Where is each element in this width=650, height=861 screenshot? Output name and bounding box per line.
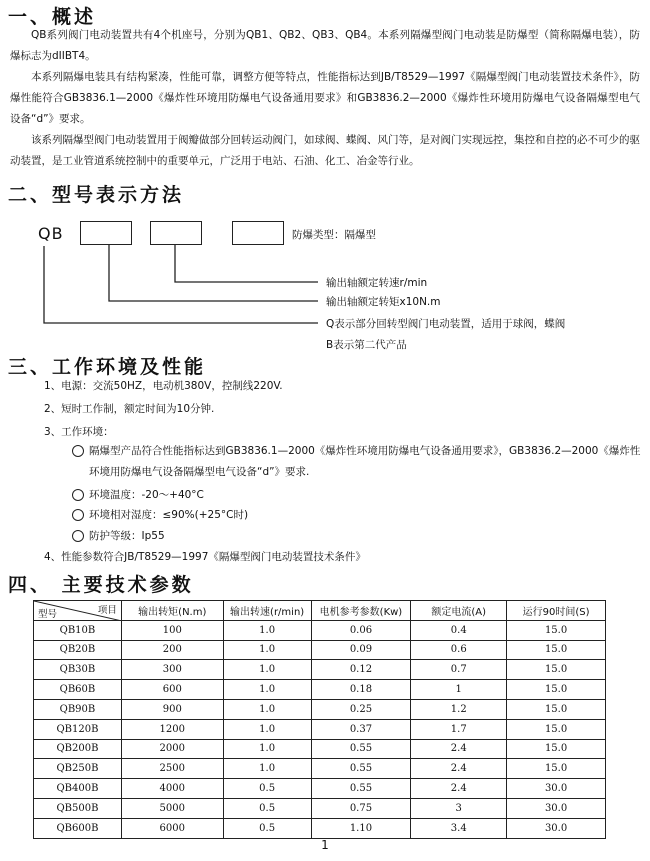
table-cell: 0.6 xyxy=(411,640,507,660)
overview-paragraph-2 xyxy=(10,67,640,130)
table-row xyxy=(34,640,606,660)
model-label-q: Q表示部分回转型阀门电动装置，适用于球阀，蝶阀 xyxy=(326,318,566,330)
table-cell: 0.12 xyxy=(311,660,411,680)
table-row xyxy=(34,798,606,818)
table-cell: 0.37 xyxy=(311,719,411,739)
table-header-item: 项目 xyxy=(97,605,117,616)
table-cell: 300 xyxy=(121,660,223,680)
table-row xyxy=(34,818,606,838)
env-bullet-humidity: 环境相对湿度：≤90%(+25°C时) xyxy=(89,509,249,521)
table-cell-model: QB500B xyxy=(34,798,122,818)
overview-p2-text: 本系列隔爆电装具有结构紧凑，性能可靠，调整方便等特点，性能指标达到JB/T8529—1997《隔爆型阀门电动装置技术条件》，防爆性能符合GB3836.1—2000《爆炸性环境用防爆电气设备通用要求》和GB3836.2—2000《爆炸性环境用防爆电气设备隔爆型电气设备“d”》要求。 xyxy=(10,71,640,125)
table-header-col: 运行90时间(S) xyxy=(507,601,606,621)
table-cell: 0.5 xyxy=(223,779,311,799)
tech-params-table xyxy=(33,600,606,839)
overview-paragraph-3 xyxy=(10,130,640,172)
bullet-icon xyxy=(72,530,84,542)
table-cell: 0.25 xyxy=(311,699,411,719)
table-cell: 1.0 xyxy=(223,640,311,660)
table-cell: 1.0 xyxy=(223,699,311,719)
table-header-diagonal-cell xyxy=(34,601,122,621)
table-cell: 0.4 xyxy=(411,620,507,640)
table-cell-model: QB30B xyxy=(34,660,122,680)
table-cell: 2.4 xyxy=(411,779,507,799)
model-label-b: B表示第二代产品 xyxy=(326,339,407,351)
table-row xyxy=(34,779,606,799)
bullet-icon xyxy=(72,445,84,457)
table-cell-model: QB60B xyxy=(34,680,122,700)
model-label-torque: 输出轴额定转矩x10N.m xyxy=(326,296,441,308)
table-cell: 100 xyxy=(121,620,223,640)
section-4-title: 四、 主要技术参数 xyxy=(8,574,194,596)
table-cell: 0.75 xyxy=(311,798,411,818)
table-row xyxy=(34,759,606,779)
table-cell: 0.55 xyxy=(311,779,411,799)
table-cell: 15.0 xyxy=(507,660,606,680)
table-header-model: 型号 xyxy=(38,608,58,620)
table-cell-model: QB10B xyxy=(34,620,122,640)
table-header-row xyxy=(34,601,606,621)
table-cell: 3 xyxy=(411,798,507,818)
table-cell: 2.4 xyxy=(411,759,507,779)
table-cell: 4000 xyxy=(121,779,223,799)
model-box-explosion-type xyxy=(232,221,284,245)
env-item-1: 1、电源：交流50HZ，电动机380V，控制线220V. xyxy=(44,380,283,392)
table-cell: 15.0 xyxy=(507,620,606,640)
table-cell: 2.4 xyxy=(411,739,507,759)
table-row xyxy=(34,699,606,719)
table-cell: 1.0 xyxy=(223,719,311,739)
table-cell: 1.10 xyxy=(311,818,411,838)
model-box-torque xyxy=(80,221,132,245)
table-cell: 30.0 xyxy=(507,779,606,799)
table-cell: 2000 xyxy=(121,739,223,759)
table-cell: 0.09 xyxy=(311,640,411,660)
env-bullet-temperature: 环境温度：-20～+40°C xyxy=(89,489,204,501)
bullet-icon xyxy=(72,509,84,521)
table-cell: 15.0 xyxy=(507,640,606,660)
table-cell: 2500 xyxy=(121,759,223,779)
env-item-2: 2、短时工作制，额定时间为10分钟. xyxy=(44,403,215,415)
section-1-title: 一、概述 xyxy=(8,6,97,28)
table-row xyxy=(34,739,606,759)
table-row xyxy=(34,620,606,640)
env-bullet-1-line-2: 环境用防爆电气设备隔爆型电气设备“d”》要求. xyxy=(89,466,310,478)
table-cell: 1.0 xyxy=(223,759,311,779)
table-cell: 1.0 xyxy=(223,680,311,700)
table-header-col: 输出转速(r/min) xyxy=(223,601,311,621)
env-item-3: 3、工作环境： xyxy=(44,426,114,438)
table-cell: 0.5 xyxy=(223,798,311,818)
bullet-icon xyxy=(72,489,84,501)
table-cell: 30.0 xyxy=(507,818,606,838)
table-cell: 1.0 xyxy=(223,660,311,680)
model-box-speed xyxy=(150,221,202,245)
env-item-4: 4、性能参数符合JB/T8529—1997《隔爆型阀门电动装置技术条件》 xyxy=(44,551,366,563)
table-header-col: 输出转矩(N.m) xyxy=(121,601,223,621)
table-cell: 900 xyxy=(121,699,223,719)
env-bullet-protection: 防护等级：Ip55 xyxy=(89,530,165,542)
table-cell: 6000 xyxy=(121,818,223,838)
page-number: 1 xyxy=(321,838,329,852)
table-cell: 0.55 xyxy=(311,759,411,779)
table-cell: 0.5 xyxy=(223,818,311,838)
table-header-col: 电机参考参数(Kw) xyxy=(311,601,411,621)
table-cell: 0.18 xyxy=(311,680,411,700)
table-cell-model: QB20B xyxy=(34,640,122,660)
table-cell-model: QB600B xyxy=(34,818,122,838)
overview-p3-text: 该系列隔爆型阀门电动装置用于阀瓣做部分回转运动阀门，如球阀、蝶阀、风门等，是对阀门实现远控，集控和自控的必不可少的驱动装置，是工业管道系统控制中的重要单元，广泛用于电站、石油、化工、冶金等行业。 xyxy=(10,134,640,167)
table-cell: 15.0 xyxy=(507,719,606,739)
table-row xyxy=(34,719,606,739)
table-cell-model: QB90B xyxy=(34,699,122,719)
table-cell: 1.0 xyxy=(223,620,311,640)
table-cell: 200 xyxy=(121,640,223,660)
table-cell: 1.2 xyxy=(411,699,507,719)
table-row xyxy=(34,680,606,700)
overview-p1-text: QB系列阀门电动装置共有4个机座号，分别为QB1、QB2、QB3、QB4。本系列隔爆型阀门电动装是防爆型（简称隔爆电装），防爆标志为dIIBT4。 xyxy=(10,29,640,62)
table-header-col: 额定电流(A) xyxy=(411,601,507,621)
table-row xyxy=(34,660,606,680)
table-cell: 0.55 xyxy=(311,739,411,759)
model-prefix: QB xyxy=(38,224,64,243)
table-cell-model: QB200B xyxy=(34,739,122,759)
table-cell: 15.0 xyxy=(507,699,606,719)
env-bullet-1-line-1: 隔爆型产品符合性能指标达到GB3836.1—2000《爆炸性环境用防爆电气设备通用要求》，GB3836.2—2000《爆炸性 xyxy=(89,445,641,457)
table-cell: 15.0 xyxy=(507,680,606,700)
table-cell: 600 xyxy=(121,680,223,700)
table-cell: 1200 xyxy=(121,719,223,739)
table-cell: 1.7 xyxy=(411,719,507,739)
table-cell: 1 xyxy=(411,680,507,700)
table-cell-model: QB400B xyxy=(34,779,122,799)
section-3-title: 三、工作环境及性能 xyxy=(8,356,207,378)
section-2-title: 二、型号表示方法 xyxy=(8,184,185,206)
table-cell-model: QB250B xyxy=(34,759,122,779)
table-cell: 15.0 xyxy=(507,739,606,759)
table-cell: 0.06 xyxy=(311,620,411,640)
table-cell: 5000 xyxy=(121,798,223,818)
table-cell: 1.0 xyxy=(223,739,311,759)
overview-paragraph-1 xyxy=(10,25,640,67)
table-cell: 3.4 xyxy=(411,818,507,838)
table-cell: 0.7 xyxy=(411,660,507,680)
model-label-explosion: 防爆类型：隔爆型 xyxy=(292,229,376,241)
table-cell: 30.0 xyxy=(507,798,606,818)
model-label-speed: 输出轴额定转速r/min xyxy=(326,277,428,289)
table-cell-model: QB120B xyxy=(34,719,122,739)
table-cell: 15.0 xyxy=(507,759,606,779)
